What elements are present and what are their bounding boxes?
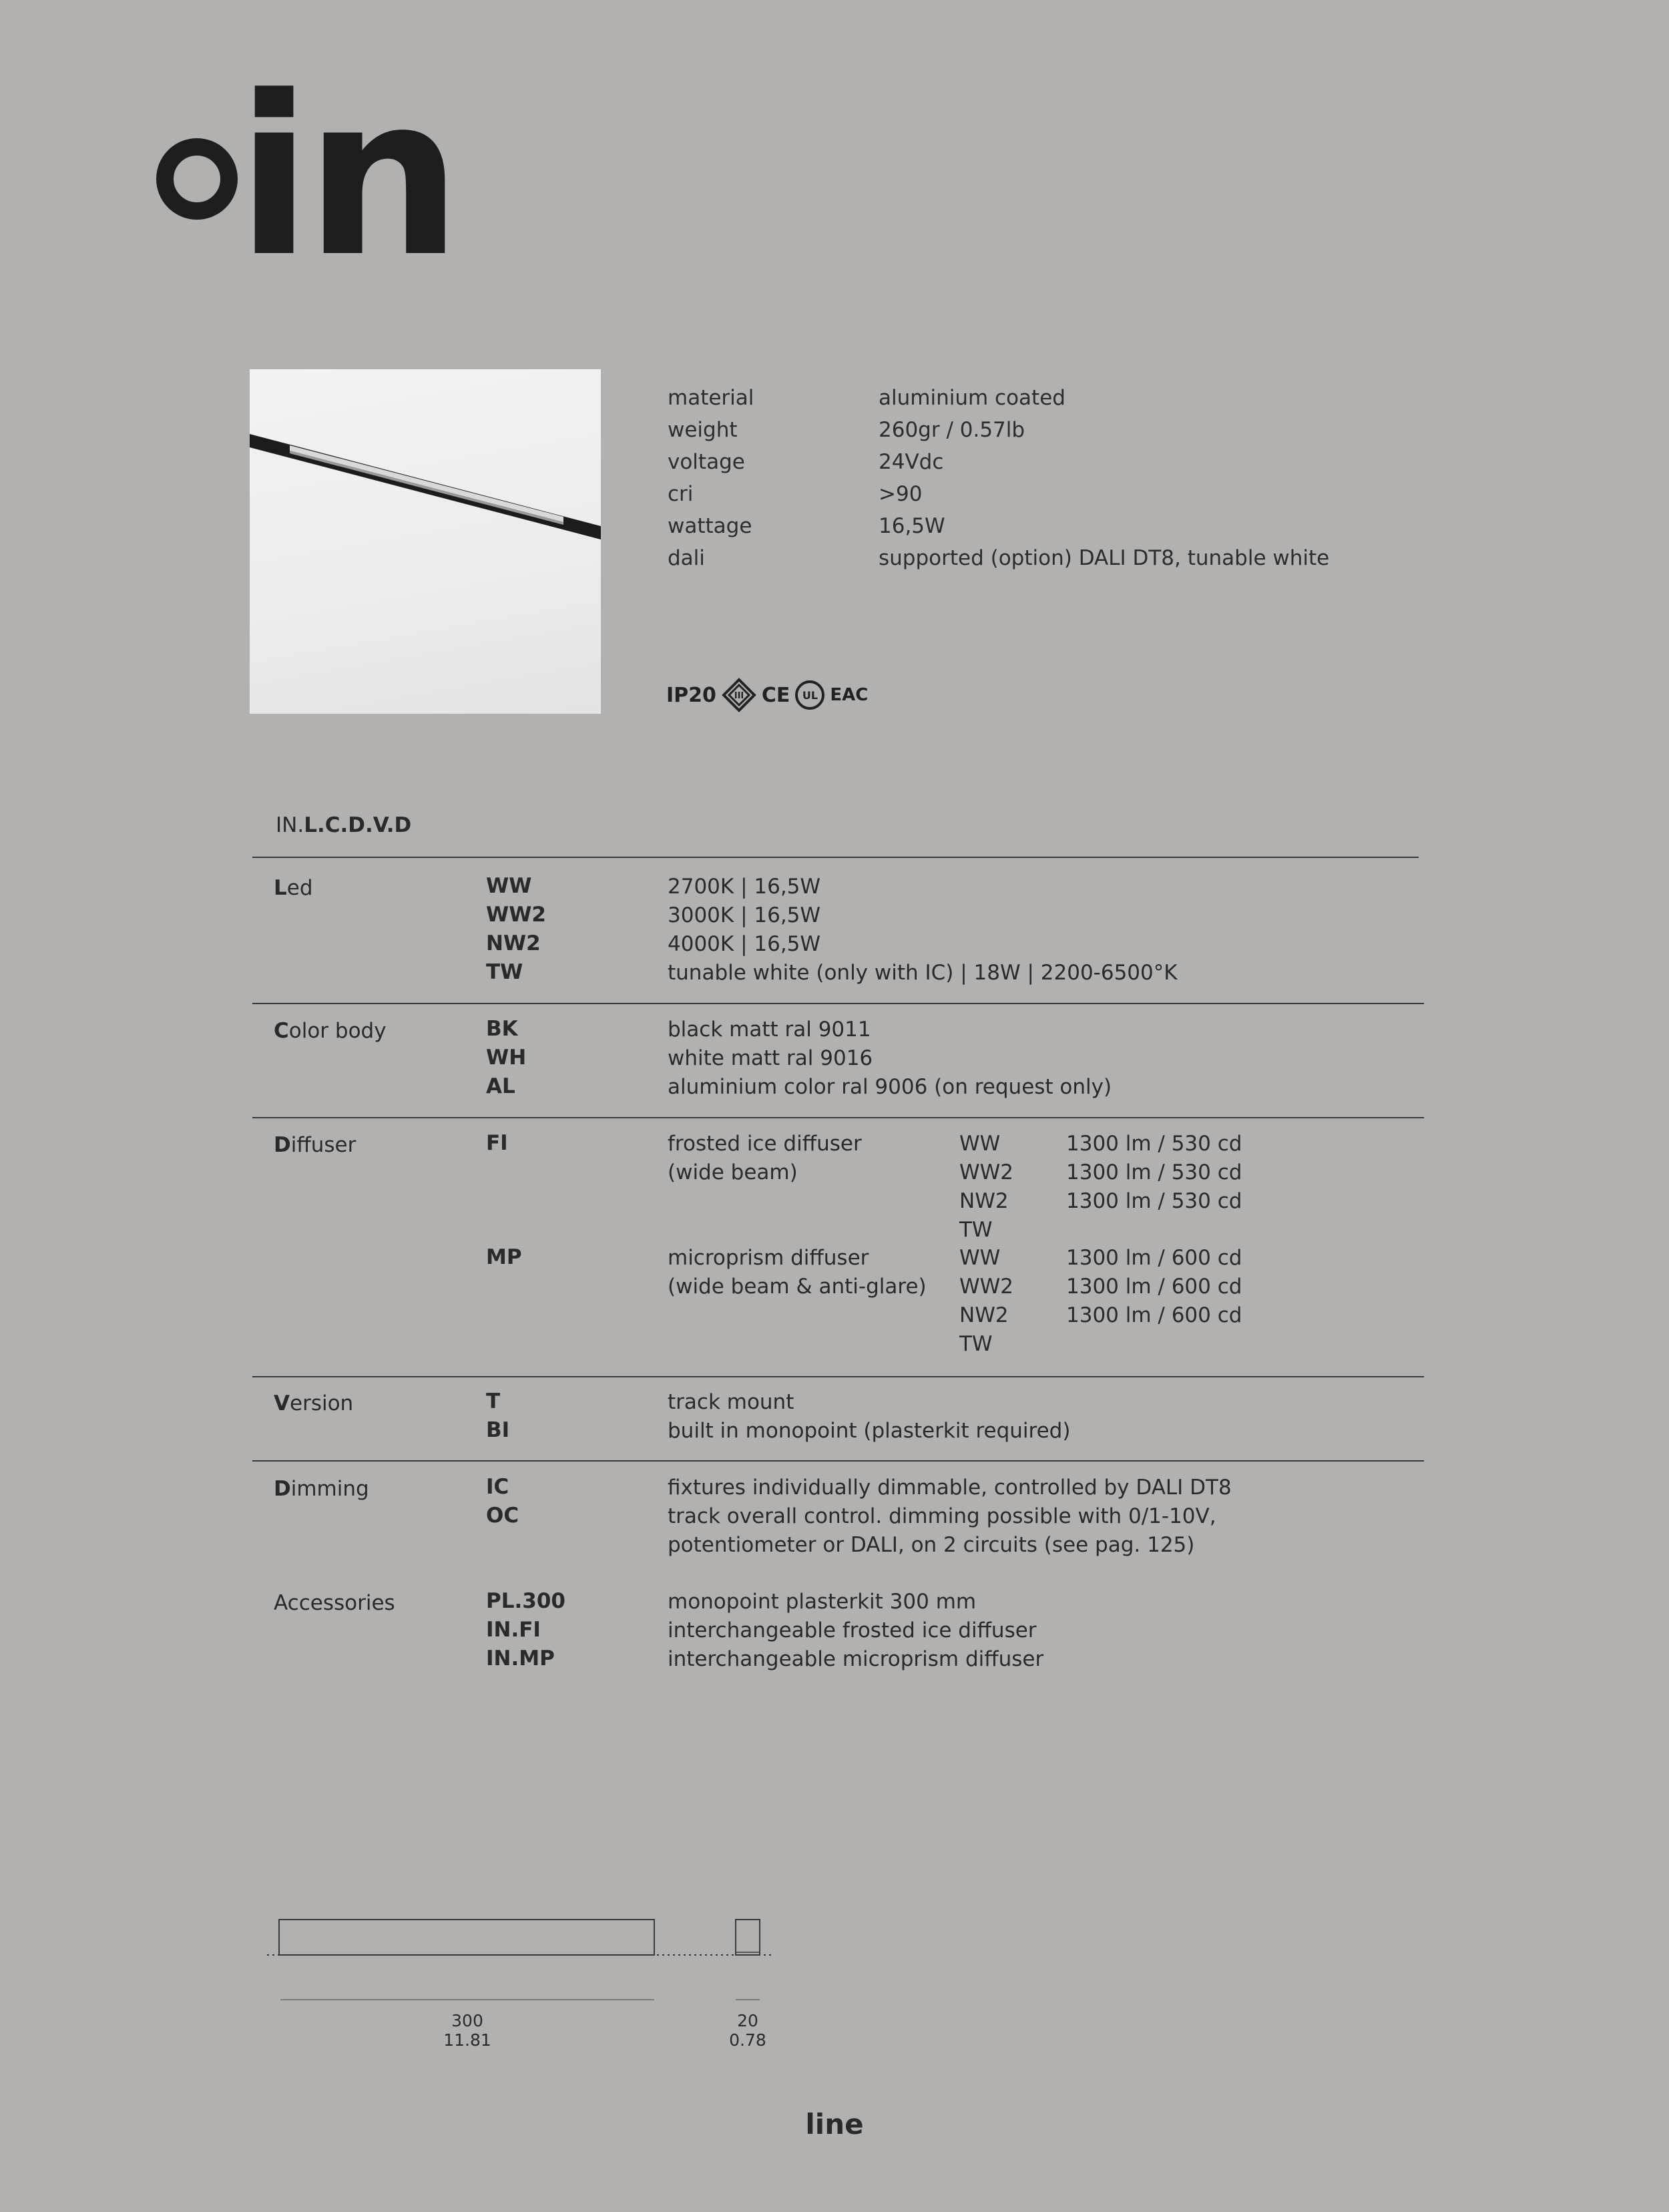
ul-mark-text: UL [802,688,818,702]
diffuser-lumens-fi: 1300 lm / 530 cd 1300 lm / 530 cd 1300 lm / 530 cd [1066,1132,1242,1213]
section-label-diffuser: Diffuser [274,1133,356,1157]
product-photo [250,369,601,714]
certification-marks [666,678,868,712]
led-code: TW [486,960,523,984]
section-label-dimming: Dimming [274,1477,369,1501]
led-desc: 2700K | 16,5W [668,875,821,899]
diffuser-lumens-mp: 1300 lm / 600 cd 1300 lm / 600 cd 1300 lm / 600 cd [1066,1246,1242,1327]
led-code: WW [486,874,532,898]
end-view-outline [736,1920,760,1955]
divider [252,1460,1424,1462]
divider [252,1376,1424,1377]
divider [252,1003,1424,1004]
order-code [276,813,411,837]
color-code: BK [486,1017,518,1041]
side-view-outline [279,1920,654,1955]
divider [252,857,1419,858]
dimming-descriptions: fixtures individually dimmable, controlled by DALI DT8 track overall control. dimming possible with 0/1-10V, potentiometer or DALI, on 2 circuits (see pag. 125) [668,1476,1232,1557]
width-dimension: 20 0.78 [729,2011,766,2050]
section-label-version: Version [274,1391,354,1415]
brand-ring-mark [156,138,238,220]
divider [252,1117,1424,1118]
spec-value: 24Vdc [879,450,944,474]
diffuser-variants-mp: WW WW2 NW2 TW [959,1246,1014,1356]
accessory-descriptions: monopoint plasterkit 300 mm interchangeable frosted ice diffuser interchangeable microprism diffuser [668,1590,1044,1671]
spec-label: dali [668,546,705,570]
section-label-color-body: Color body [274,1019,387,1043]
led-codes [486,872,546,987]
color-body-descriptions [668,1016,1112,1102]
spec-label: cri [668,482,694,506]
ip-rating: IP20 [666,683,716,707]
led-code: NW2 [486,931,541,955]
led-desc: 3000K | 16,5W [668,903,821,927]
section-label-accessories: Accessories [274,1591,395,1615]
class-iii-icon [722,678,756,712]
diffuser-code-fi: FI [486,1131,508,1155]
dimension-drawing [260,1910,781,2010]
diffuser-code-mp: MP [486,1245,522,1269]
accessory-codes: PL.300 IN.FI IN.MP [486,1589,565,1671]
order-code-prefix: IN. [276,813,304,837]
dimming-codes: IC OC [486,1475,519,1528]
led-desc: tunable white (only with IC) | 18W | 2200-6500°K [668,961,1178,985]
length-dimension: 300 11.81 [443,2011,491,2050]
spec-value: 260gr / 0.57lb [879,418,1025,442]
color-desc: black matt ral 9011 [668,1018,871,1042]
color-desc: aluminium color ral 9006 (on request only) [668,1075,1112,1099]
color-desc: white matt ral 9016 [668,1046,873,1070]
product-family-label: line [805,2108,864,2141]
color-body-codes [486,1015,526,1101]
version-codes: T BI [486,1389,510,1442]
eac-mark-icon: EAC [830,685,869,705]
diffuser-variants-fi: WW WW2 NW2 TW [959,1132,1014,1242]
spec-label: wattage [668,514,752,538]
led-code: WW2 [486,903,546,927]
spec-value: >90 [879,482,923,506]
section-label-led: Led [274,876,313,900]
version-descriptions: track mount built in monopoint (plasterkit required) [668,1390,1071,1443]
brand-logo [156,49,456,305]
spec-label: voltage [668,450,745,474]
order-code-pattern: L.C.D.V.D [304,813,412,837]
spec-value: supported (option) DALI DT8, tunable white [879,546,1330,570]
product-photo-illustration [250,369,601,714]
color-code: AL [486,1074,515,1098]
spec-label: material [668,386,754,410]
led-descriptions [668,873,1178,987]
color-code: WH [486,1046,527,1070]
diffuser-desc-mp: microprism diffuser (wide beam & anti-glare) [668,1246,927,1299]
brand-logo-text: in [236,49,456,305]
ce-mark-icon: CE [761,683,790,707]
spec-label: weight [668,418,738,442]
ul-mark-icon [795,680,824,710]
class-iii-text: III [734,691,744,701]
spec-value: aluminium coated [879,386,1065,410]
led-desc: 4000K | 16,5W [668,932,821,956]
diffuser-desc-fi: frosted ice diffuser (wide beam) [668,1132,862,1184]
spec-value: 16,5W [879,514,945,538]
